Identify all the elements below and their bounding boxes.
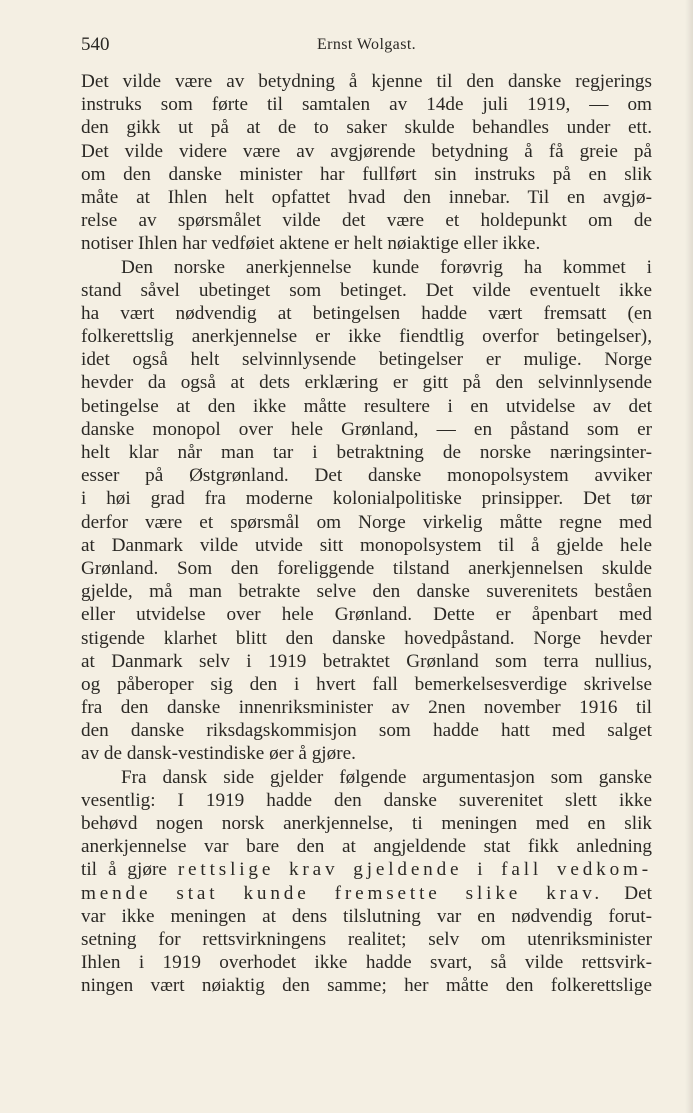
page-edge-shadow — [685, 0, 693, 1113]
page-header — [81, 34, 652, 58]
text-line: hevder da også at dets erklæring er gitt på den selvinnlysende — [81, 372, 652, 394]
text-line: notiser Ihlen har vedføiet aktene er helt nøiaktige eller ikke. — [81, 233, 541, 255]
text-line: anerkjennelse var bare den at angjeldende stat fikk anledning — [81, 836, 652, 858]
text-line: helt klar når man tar i betraktning de norske næringsinter- — [81, 442, 652, 463]
text-line: måte at Ihlen helt opfattet hvad den innebar. Til en avgjø- — [81, 186, 652, 208]
text-line: eller utvidelse over hele Grønland. Dette er åpenbart med — [81, 604, 652, 626]
emphasis-spaced-text: mende stat kunde fremsette slike krav. — [81, 882, 604, 904]
text-line-spaced — [81, 858, 652, 881]
text-line: Det vilde være av betydning å kjenne til den danske regjerings — [81, 71, 652, 92]
text-line: ningen vært nøiaktig den samme; her måtte den folkerettslige — [81, 975, 652, 997]
text-line: ha vært nødvendig at betingelsen hadde vært fremsatt (en — [81, 302, 652, 324]
text-line: var ikke meningen at dens tilslutning var en nødvendig forut- — [81, 905, 652, 927]
text-line: betingelse at den ikke måtte resultere i en utvidelse av det — [81, 395, 652, 417]
text-line: at Danmark selv i 1919 betraktet Grønland som terra nullius, — [81, 650, 652, 672]
running-head: Ernst Wolgast. — [316, 36, 417, 53]
text-line: vesentlig: I 1919 hadde den danske suverenitet slett ikke — [81, 789, 652, 811]
text-line: stand såvel ubetinget som betinget. Det vilde eventuelt ikke — [81, 279, 652, 301]
text-line: idet også helt selvinnlysende betingelser er mulige. Norge — [81, 349, 652, 371]
text-line: esser på Østgrønland. Det danske monopolsystem avviker — [81, 465, 652, 487]
text-line: den danske riksdagskommisjon som hadde hatt med salget — [81, 720, 652, 742]
text-line: stigende klarhet blitt den danske hovedpåstand. Norge hevder — [81, 627, 652, 649]
text-line: setning for rettsvirkningens realitet; selv om utenriksminister — [81, 928, 652, 950]
text-line: danske monopol over hele Grønland, — en påstand som er — [81, 418, 652, 440]
text-line: den gikk ut på at de to saker skulde behandles under ett. — [81, 117, 652, 139]
text-line: fra den danske innenriksminister av 2nen november 1916 til — [81, 697, 652, 719]
page-number: 540 — [81, 34, 110, 55]
text-run: til å gjøre — [81, 859, 178, 881]
text-run: Det — [603, 882, 652, 904]
text-line: om den danske minister har fullført sin instruks på en slik — [81, 163, 652, 185]
text-line: folkerettslig anerkjennelse er ikke fiendtlig overfor betingelser), — [81, 326, 652, 348]
text-line: Grønland. Som den foreliggende tilstand anerkjennelsen skulde — [81, 557, 652, 579]
text-line: behøvd nogen norsk anerkjennelse, ti meningen med en slik — [81, 813, 652, 834]
text-line: Ihlen i 1919 overhodet ikke hadde svart, så vilde rettsvirk- — [81, 952, 652, 974]
text-line: Det vilde videre være av avgjørende betydning å få greie på — [81, 140, 652, 162]
body-text — [81, 70, 652, 998]
text-line: at Danmark vilde utvide sitt monopolsystem til å gjelde hele — [81, 534, 652, 556]
text-line: og påberoper sig den i hvert fall bemerkelsesverdige skrivelse — [81, 673, 652, 695]
text-line: relse av spørsmålet vilde det være et holdepunkt om de — [81, 210, 652, 232]
text-line: gjelde, må man betrakte selve den danske suverenitets beståen — [81, 581, 652, 603]
emphasis-spaced-text: rettslige krav gjeldende i fall vedkom- — [177, 859, 652, 881]
paragraph-first-line: Fra dansk side gjelder følgende argumentasjon som ganske — [121, 766, 652, 788]
paragraph-first-line: Den norske anerkjennelse kunde forøvrig ha kommet i — [121, 256, 652, 278]
text-line-spaced — [81, 882, 652, 905]
text-line: instruks som førte til samtalen av 14de juli 1919, — om — [81, 94, 652, 116]
text-line: derfor være et spørsmål om Norge virkelig måtte regne med — [81, 511, 652, 533]
text-line: i høi grad fra moderne kolonialpolitiske prinsipper. Det tør — [81, 488, 652, 510]
text-line: av de dansk-vestindiske øer å gjøre. — [81, 743, 356, 765]
